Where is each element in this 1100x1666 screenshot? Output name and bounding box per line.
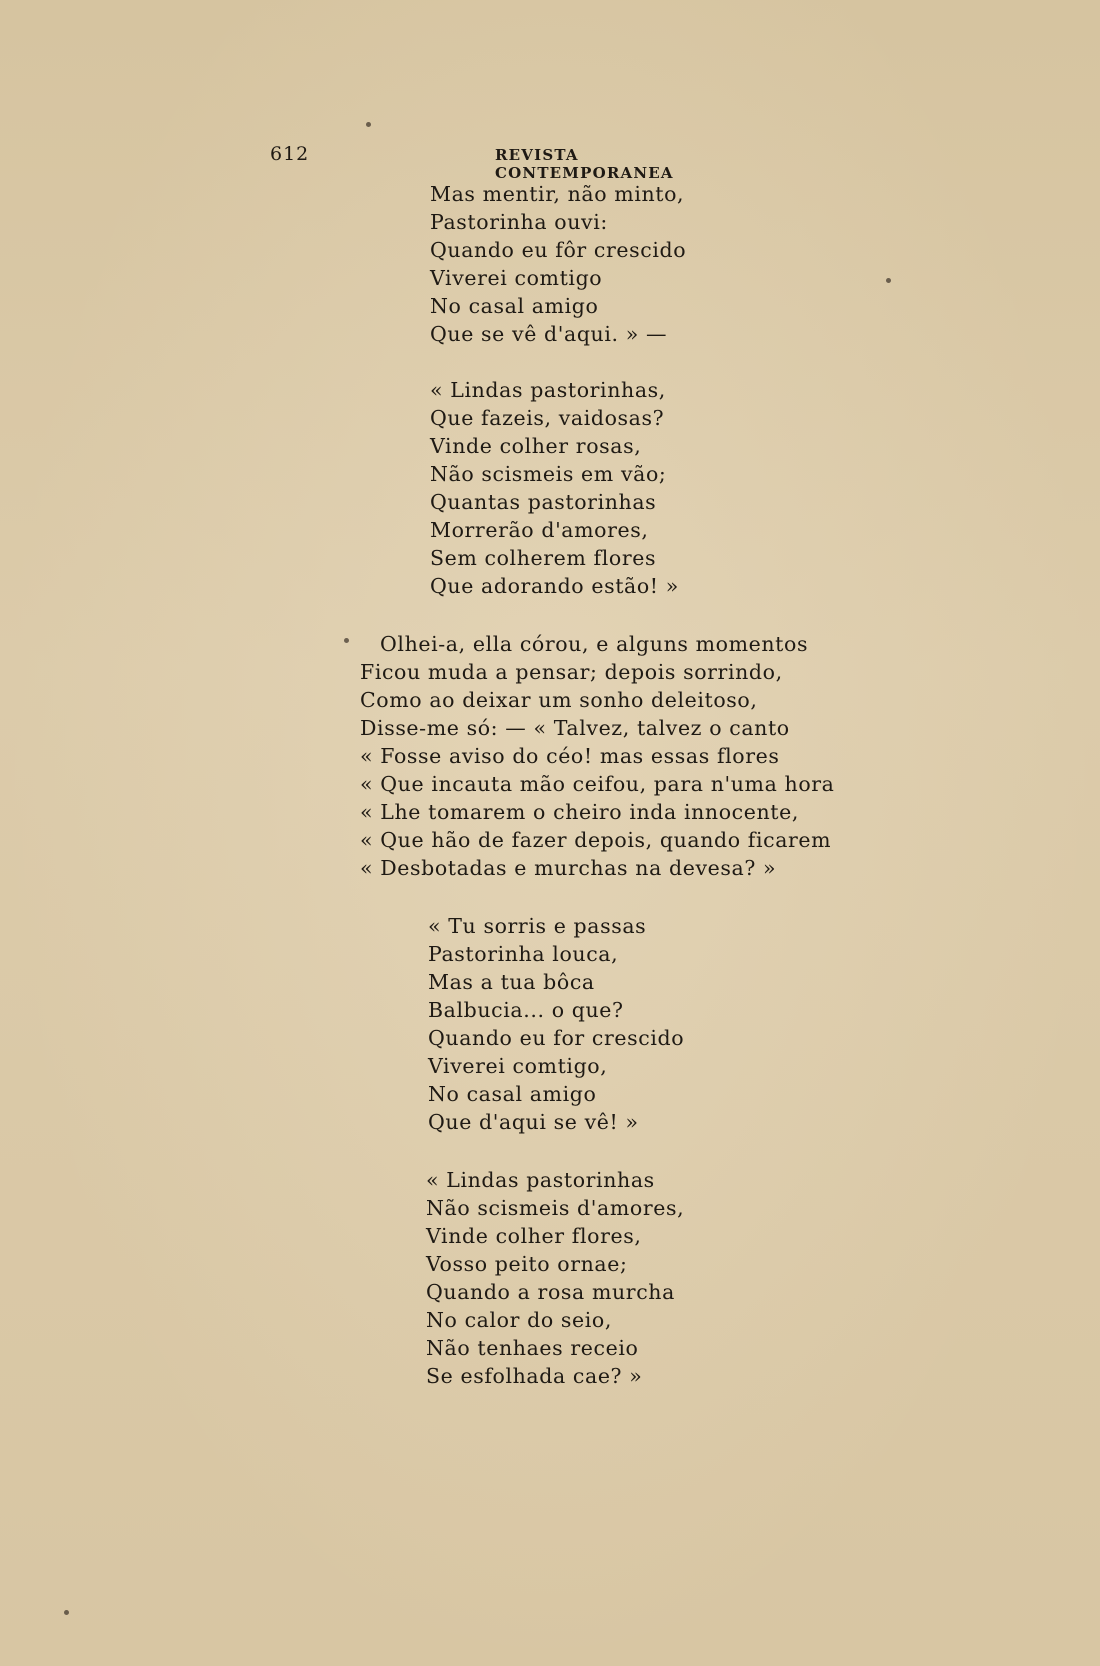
poem-line: No calor do seio, <box>426 1308 612 1332</box>
poem-line: Balbucia... o que? <box>428 998 624 1022</box>
narrative-line: « Que hão de fazer depois, quando ficarem <box>360 828 832 852</box>
poem-line: Quando a rosa murcha <box>426 1280 675 1304</box>
paper-speck <box>64 1610 69 1615</box>
poem-line: No casal amigo <box>428 1082 597 1106</box>
poem-line: Pastorinha ouvi: <box>430 210 608 234</box>
poem-line: Quantas pastorinhas <box>430 490 657 514</box>
poem-line: Que se vê d'aqui. » — <box>430 322 668 346</box>
running-title: REVISTA CONTEMPORANEA <box>495 146 674 182</box>
poem-line: Mas a tua bôca <box>428 970 595 994</box>
poem-line: Viverei comtigo, <box>428 1054 608 1078</box>
poem-line: Que fazeis, vaidosas? <box>430 406 665 430</box>
page-header <box>270 143 740 182</box>
poem-line: « Lindas pastorinhas <box>426 1168 655 1192</box>
poem-line: Que d'aqui se vê! » <box>428 1110 639 1134</box>
narrative-line: « Fosse aviso do céo! mas essas flores <box>360 744 780 768</box>
poem-line: Não scismeis d'amores, <box>426 1196 685 1220</box>
poem-line: Vinde colher flores, <box>426 1224 642 1248</box>
narrative-line: Como ao deixar um sonho deleitoso, <box>360 688 758 712</box>
poem-line: Vosso peito ornae; <box>426 1252 628 1276</box>
poem-line: No casal amigo <box>430 294 599 318</box>
poem-line: « Lindas pastorinhas, <box>430 378 666 402</box>
narrative-line: « Lhe tomarem o cheiro inda innocente, <box>360 800 799 824</box>
poem-line: Vinde colher rosas, <box>430 434 642 458</box>
paper-speck <box>886 278 891 283</box>
narrative-line: Olhei-a, ella córou, e alguns momentos <box>380 632 809 656</box>
poem-line: Não scismeis em vão; <box>430 462 667 486</box>
poem-line: Viverei comtigo <box>430 266 603 290</box>
narrative-line: « Que incauta mão ceifou, para n'uma hora <box>360 772 835 796</box>
poem-line: Quando eu fôr crescido <box>430 238 687 262</box>
poem-line: Não tenhaes receio <box>426 1336 639 1360</box>
narrative-line: Disse-me só: — « Talvez, talvez o canto <box>360 716 790 740</box>
poem-line: Pastorinha louca, <box>428 942 619 966</box>
poem-line: « Tu sorris e passas <box>428 914 647 938</box>
page-number: 612 <box>270 143 310 165</box>
poem-line: Morrerão d'amores, <box>430 518 649 542</box>
poem-line: Quando eu for crescido <box>428 1026 685 1050</box>
narrative-line: « Desbotadas e murchas na devesa? » <box>360 856 777 880</box>
poem-line: Se esfolhada cae? » <box>426 1364 643 1388</box>
narrative-line: Ficou muda a pensar; depois sorrindo, <box>360 660 783 684</box>
paper-speck <box>344 638 349 643</box>
paper-speck <box>366 122 371 127</box>
poem-line: Que adorando estão! » <box>430 574 679 598</box>
poem-line: Mas mentir, não minto, <box>430 182 685 206</box>
poem-line: Sem colherem flores <box>430 546 657 570</box>
